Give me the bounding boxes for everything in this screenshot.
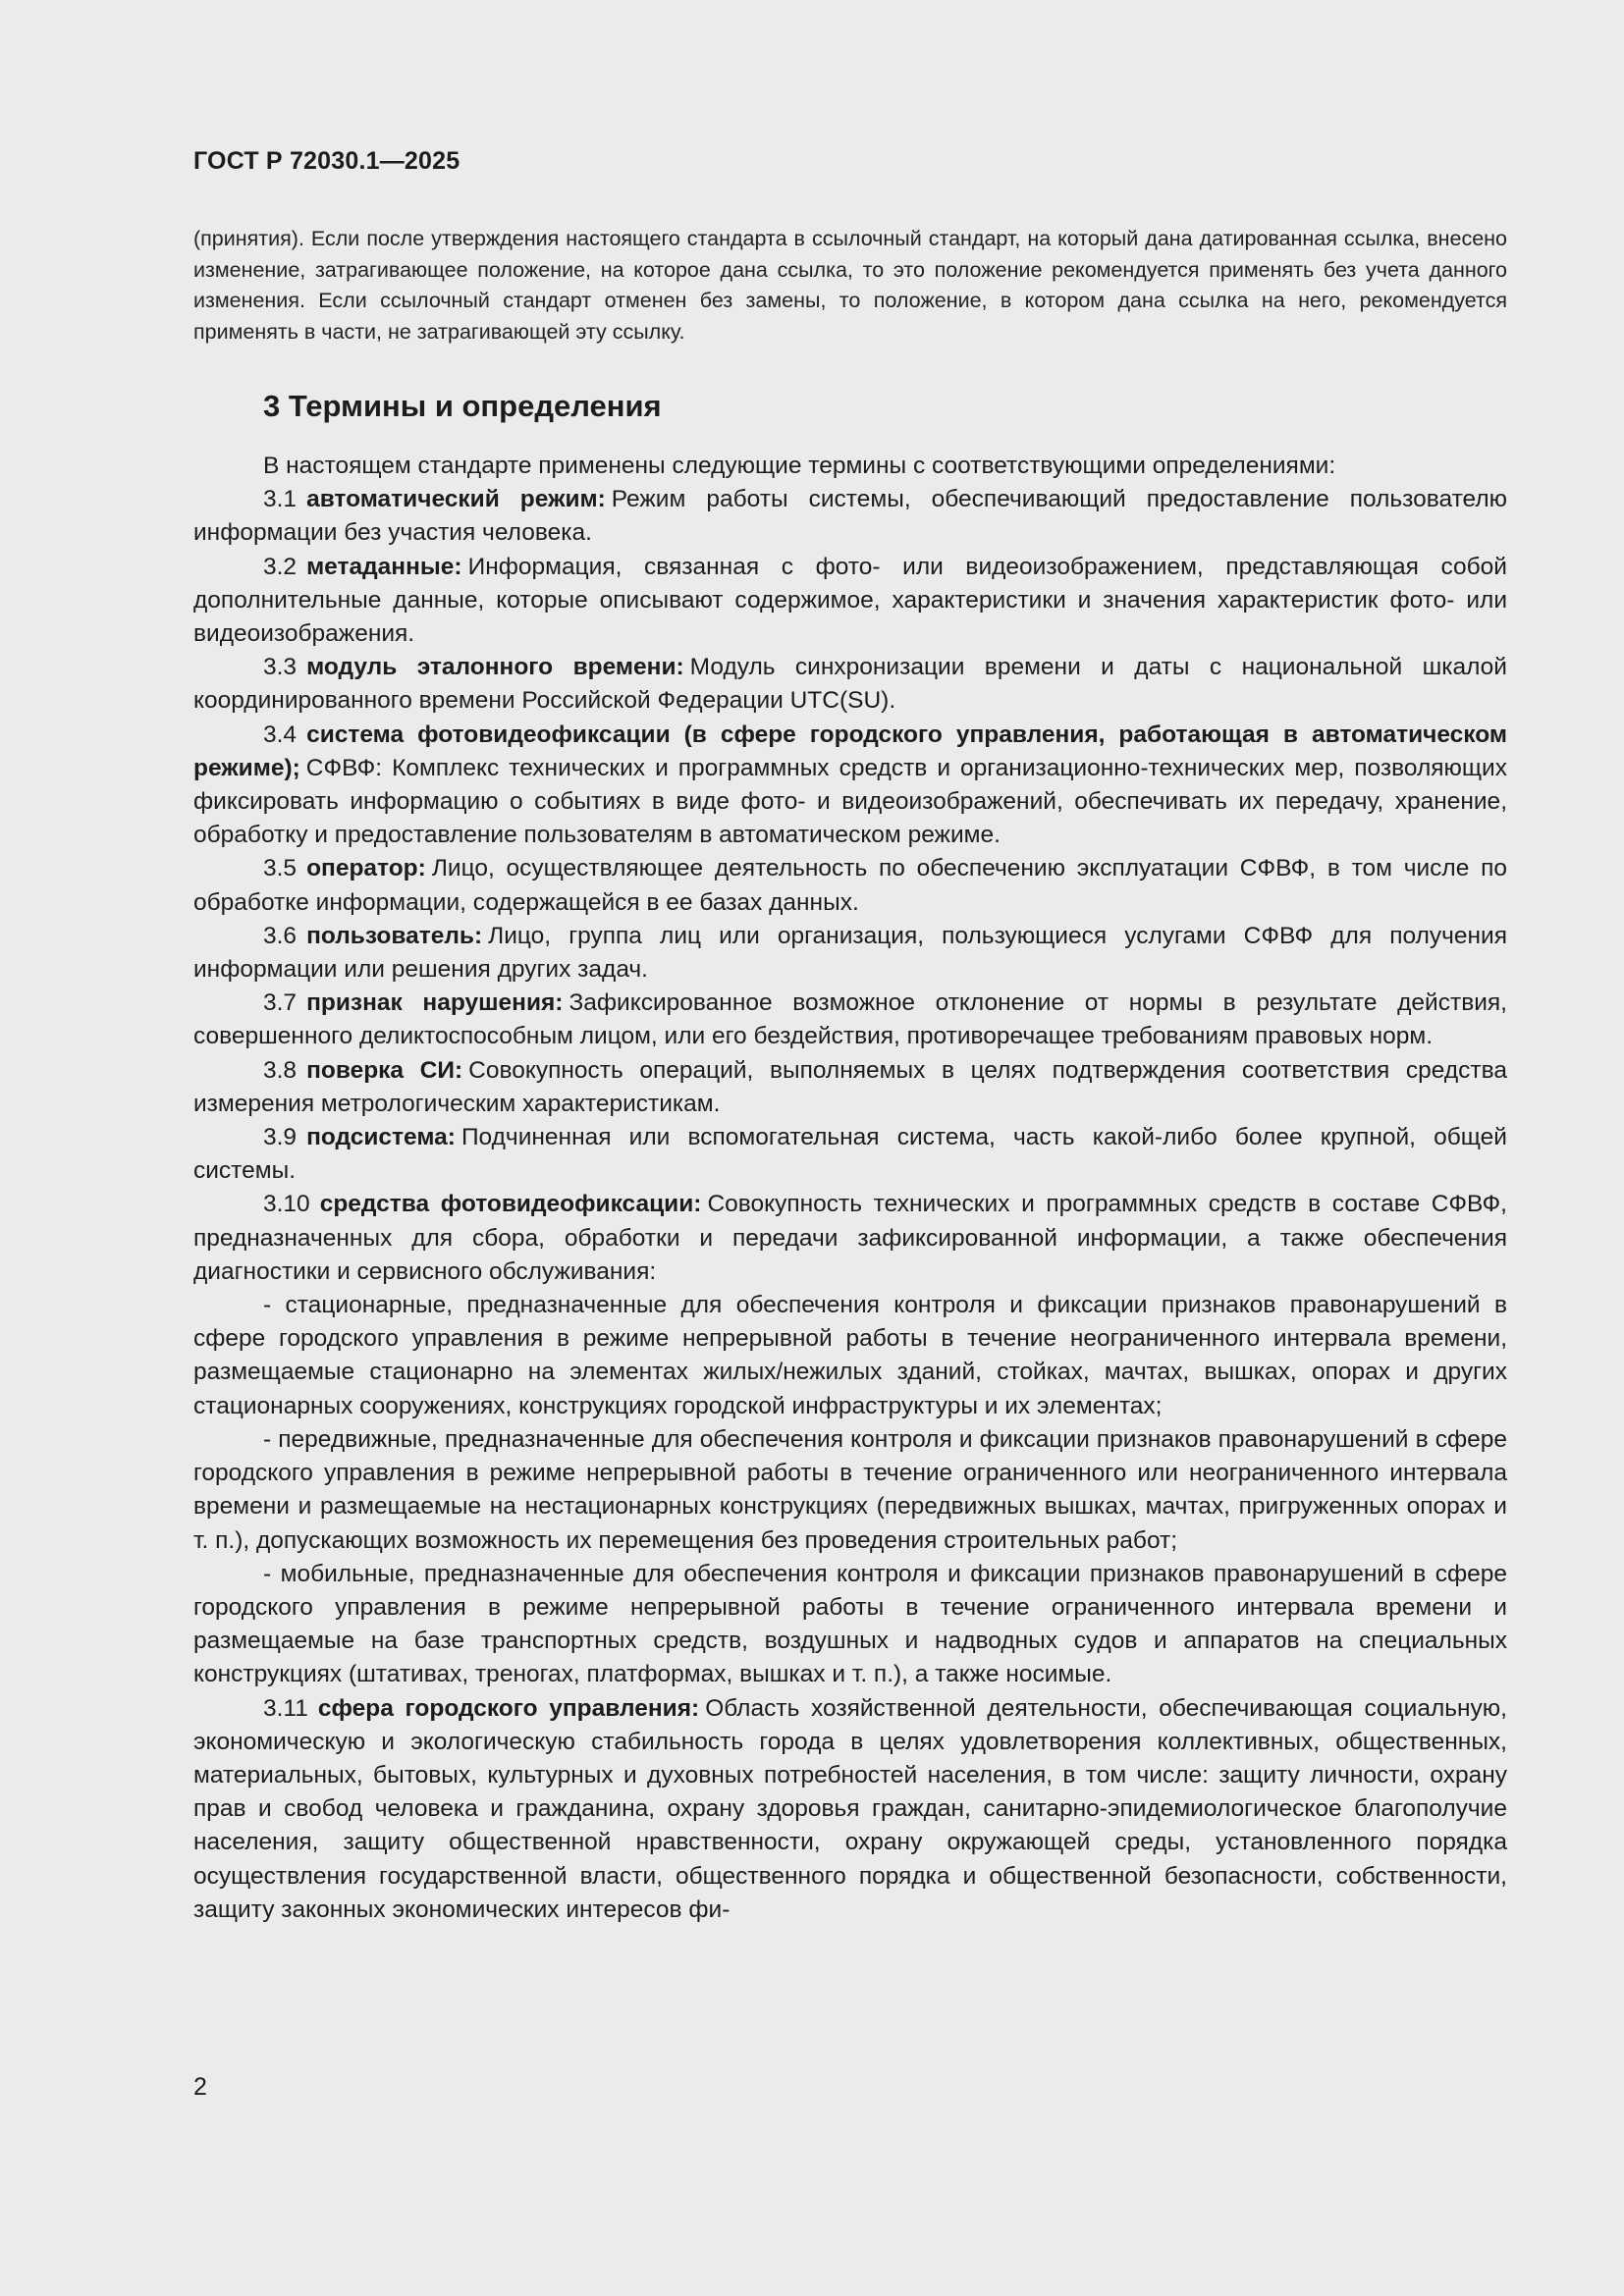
term-entry — [193, 719, 1507, 853]
term-name: оператор: — [306, 855, 426, 882]
term-name: пользователь: — [306, 922, 483, 949]
term-name: сфера городского управления: — [317, 1694, 700, 1722]
sub-item-movable: - передвижные, предназначенные для обеспечения контроля и фиксации признаков правонарушений в сфере городского управления в режиме непрерывной работы в течение ограниченного или неограниченного интервала времени и размещаемые на нестационарных конструкциях (передвижных вышках, мачтах, пригруженных опорах и т. п.), допускающих возможность их перемещения без проведения строительных работ; — [193, 1425, 1507, 1554]
section-lead: В настоящем стандарте применены следующие термины с соответствующими определениями: — [263, 453, 1336, 479]
term-definition: Подчиненная или вспомогательная система, часть какой-либо более крупной, общей системы. — [193, 1124, 1507, 1185]
term-entry — [193, 1054, 1507, 1121]
term-name: метаданные: — [306, 553, 462, 580]
term-number: 3.3 — [263, 654, 298, 681]
term-number: 3.11 — [263, 1694, 308, 1722]
term-number: 3.9 — [263, 1124, 298, 1151]
document-header: ГОСТ Р 72030.1—2025 — [193, 147, 460, 175]
term-entry — [193, 1692, 1507, 1927]
term-number: 3.7 — [263, 989, 298, 1017]
term-entry — [193, 1121, 1507, 1188]
term-entry — [193, 1188, 1507, 1289]
term-name: модуль эталонного времени: — [306, 654, 684, 681]
section-body — [193, 450, 1507, 1927]
term-name: система фотовидеофиксации (в сфере городского управления, работающая в автоматическом режиме); — [193, 721, 1507, 781]
term-entry — [193, 920, 1507, 987]
page-number: 2 — [193, 2073, 207, 2101]
term-number: 3.10 — [263, 1191, 310, 1218]
term-number: 3.2 — [263, 553, 298, 580]
intro-paragraph: (принятия). Если после утверждения настоящего стандарта в ссылочный стандарт, на который дана датированная ссылка, внесено изменение, затрагивающее положение, на которое дана ссылка, то это положение рекомендуется применять без учета данного изменения. Если ссылочный стандарт отменен без замены, то положение, в котором дана ссылка на него, рекомендуется применять в части, не затрагивающей эту ссылку. — [193, 227, 1507, 344]
sub-item-stationary: - стационарные, предназначенные для обеспечения контроля и фиксации признаков правонарушений в сфере городского управления в режиме непрерывной работы в течение неограниченного интервала времени, размещаемые стационарно на элементах жилых/нежилых зданий, стойках, мачтах, вышках, опорах и других стационарных сооружениях, конструкциях городской инфраструктуры и их элементах; — [193, 1292, 1507, 1419]
term-entry — [193, 551, 1507, 652]
term-number: 3.8 — [263, 1056, 298, 1084]
term-number: 3.5 — [263, 855, 298, 882]
sub-item-mobile: - мобильные, предназначенные для обеспечения контроля и фиксации признаков правонарушений в сфере городского управления в режиме непрерывной работы в течение ограниченного интервала времени и размещаемые на базе транспортных средств, воздушных и надводных судов и аппаратов на специальных конструкциях (штативах, треногах, платформах, вышках и т. п.), а также носимые. — [193, 1560, 1507, 1688]
term-name: поверка СИ: — [306, 1056, 463, 1084]
term-definition: Режим работы системы, обеспечивающий предоставление пользователю информации без участия человека. — [193, 486, 1507, 547]
term-definition: Лицо, осуществляющее деятельность по обеспечению эксплуатации СФВФ, в том числе по обработке информации, содержащейся в ее базах данных. — [193, 855, 1507, 916]
term-name: подсистема: — [306, 1124, 456, 1151]
term-entry — [193, 852, 1507, 919]
section-title: 3 Термины и определения — [263, 389, 662, 423]
term-definition: Информация, связанная с фото- или видеоизображением, представляющая собой дополнительные данные, которые описывают содержимое, характеристики и значения характеристик фото- или видеоизображения. — [193, 553, 1507, 648]
term-definition: Модуль синхронизации времени и даты с национальной шкалой координированного времени Российской Федерации UTC(SU). — [193, 654, 1507, 715]
term-number: 3.4 — [263, 721, 298, 748]
term-definition: Лицо, группа лиц или организация, пользующиеся услугами СФВФ для получения информации или решения других задач. — [193, 922, 1507, 984]
term-entry — [193, 483, 1507, 550]
term-number: 3.1 — [263, 486, 298, 513]
term-definition: Совокупность операций, выполняемых в целях подтверждения соответствия средства измерения метрологическим характеристикам. — [193, 1056, 1508, 1117]
term-definition: Зафиксированное возможное отклонение от нормы в результате действия, совершенного деликтоспособным лицом, или его бездействия, противоречащее требованиям правовых норм. — [193, 989, 1507, 1050]
term-definition: СФВФ: Комплекс технических и программных средств и организационно-технических мер, позволяющих фиксировать информацию о событиях в виде фото- и видеоизображений, обеспечивать их передачу, хранение, обработку и предоставление пользователям в автоматическом режиме. — [193, 754, 1507, 849]
term-entry — [193, 651, 1507, 718]
term-definition: Область хозяйственной деятельности, обеспечивающая социальную, экономическую и экологическую стабильность города в целях удовлетворения коллективных, общественных, материальных, бытовых, культурных и духовных потребностей населения, в том числе: защиту личности, охрану прав и свобод человека и гражданина, охрану здоровья граждан, санитарно-эпидемиологическое благополучие населения, защиту общественной нравственности, охрану окружающей среды, установленного порядка осуществления государственной власти, общественного порядка и общественной безопасности, собственности, защиту законных экономических интересов фи- — [193, 1694, 1507, 1923]
term-name: автоматический режим: — [306, 486, 606, 513]
term-name: признак нарушения: — [306, 989, 564, 1017]
term-entry — [193, 987, 1507, 1053]
term-number: 3.6 — [263, 922, 298, 949]
term-definition: Совокупность технических и программных средств в составе СФВФ, предназначенных для сбора, обработки и передачи зафиксированной информации, а также обеспечения диагностики и сервисного обслуживания: — [193, 1191, 1507, 1285]
term-name: средства фотовидеофиксации: — [319, 1191, 702, 1218]
